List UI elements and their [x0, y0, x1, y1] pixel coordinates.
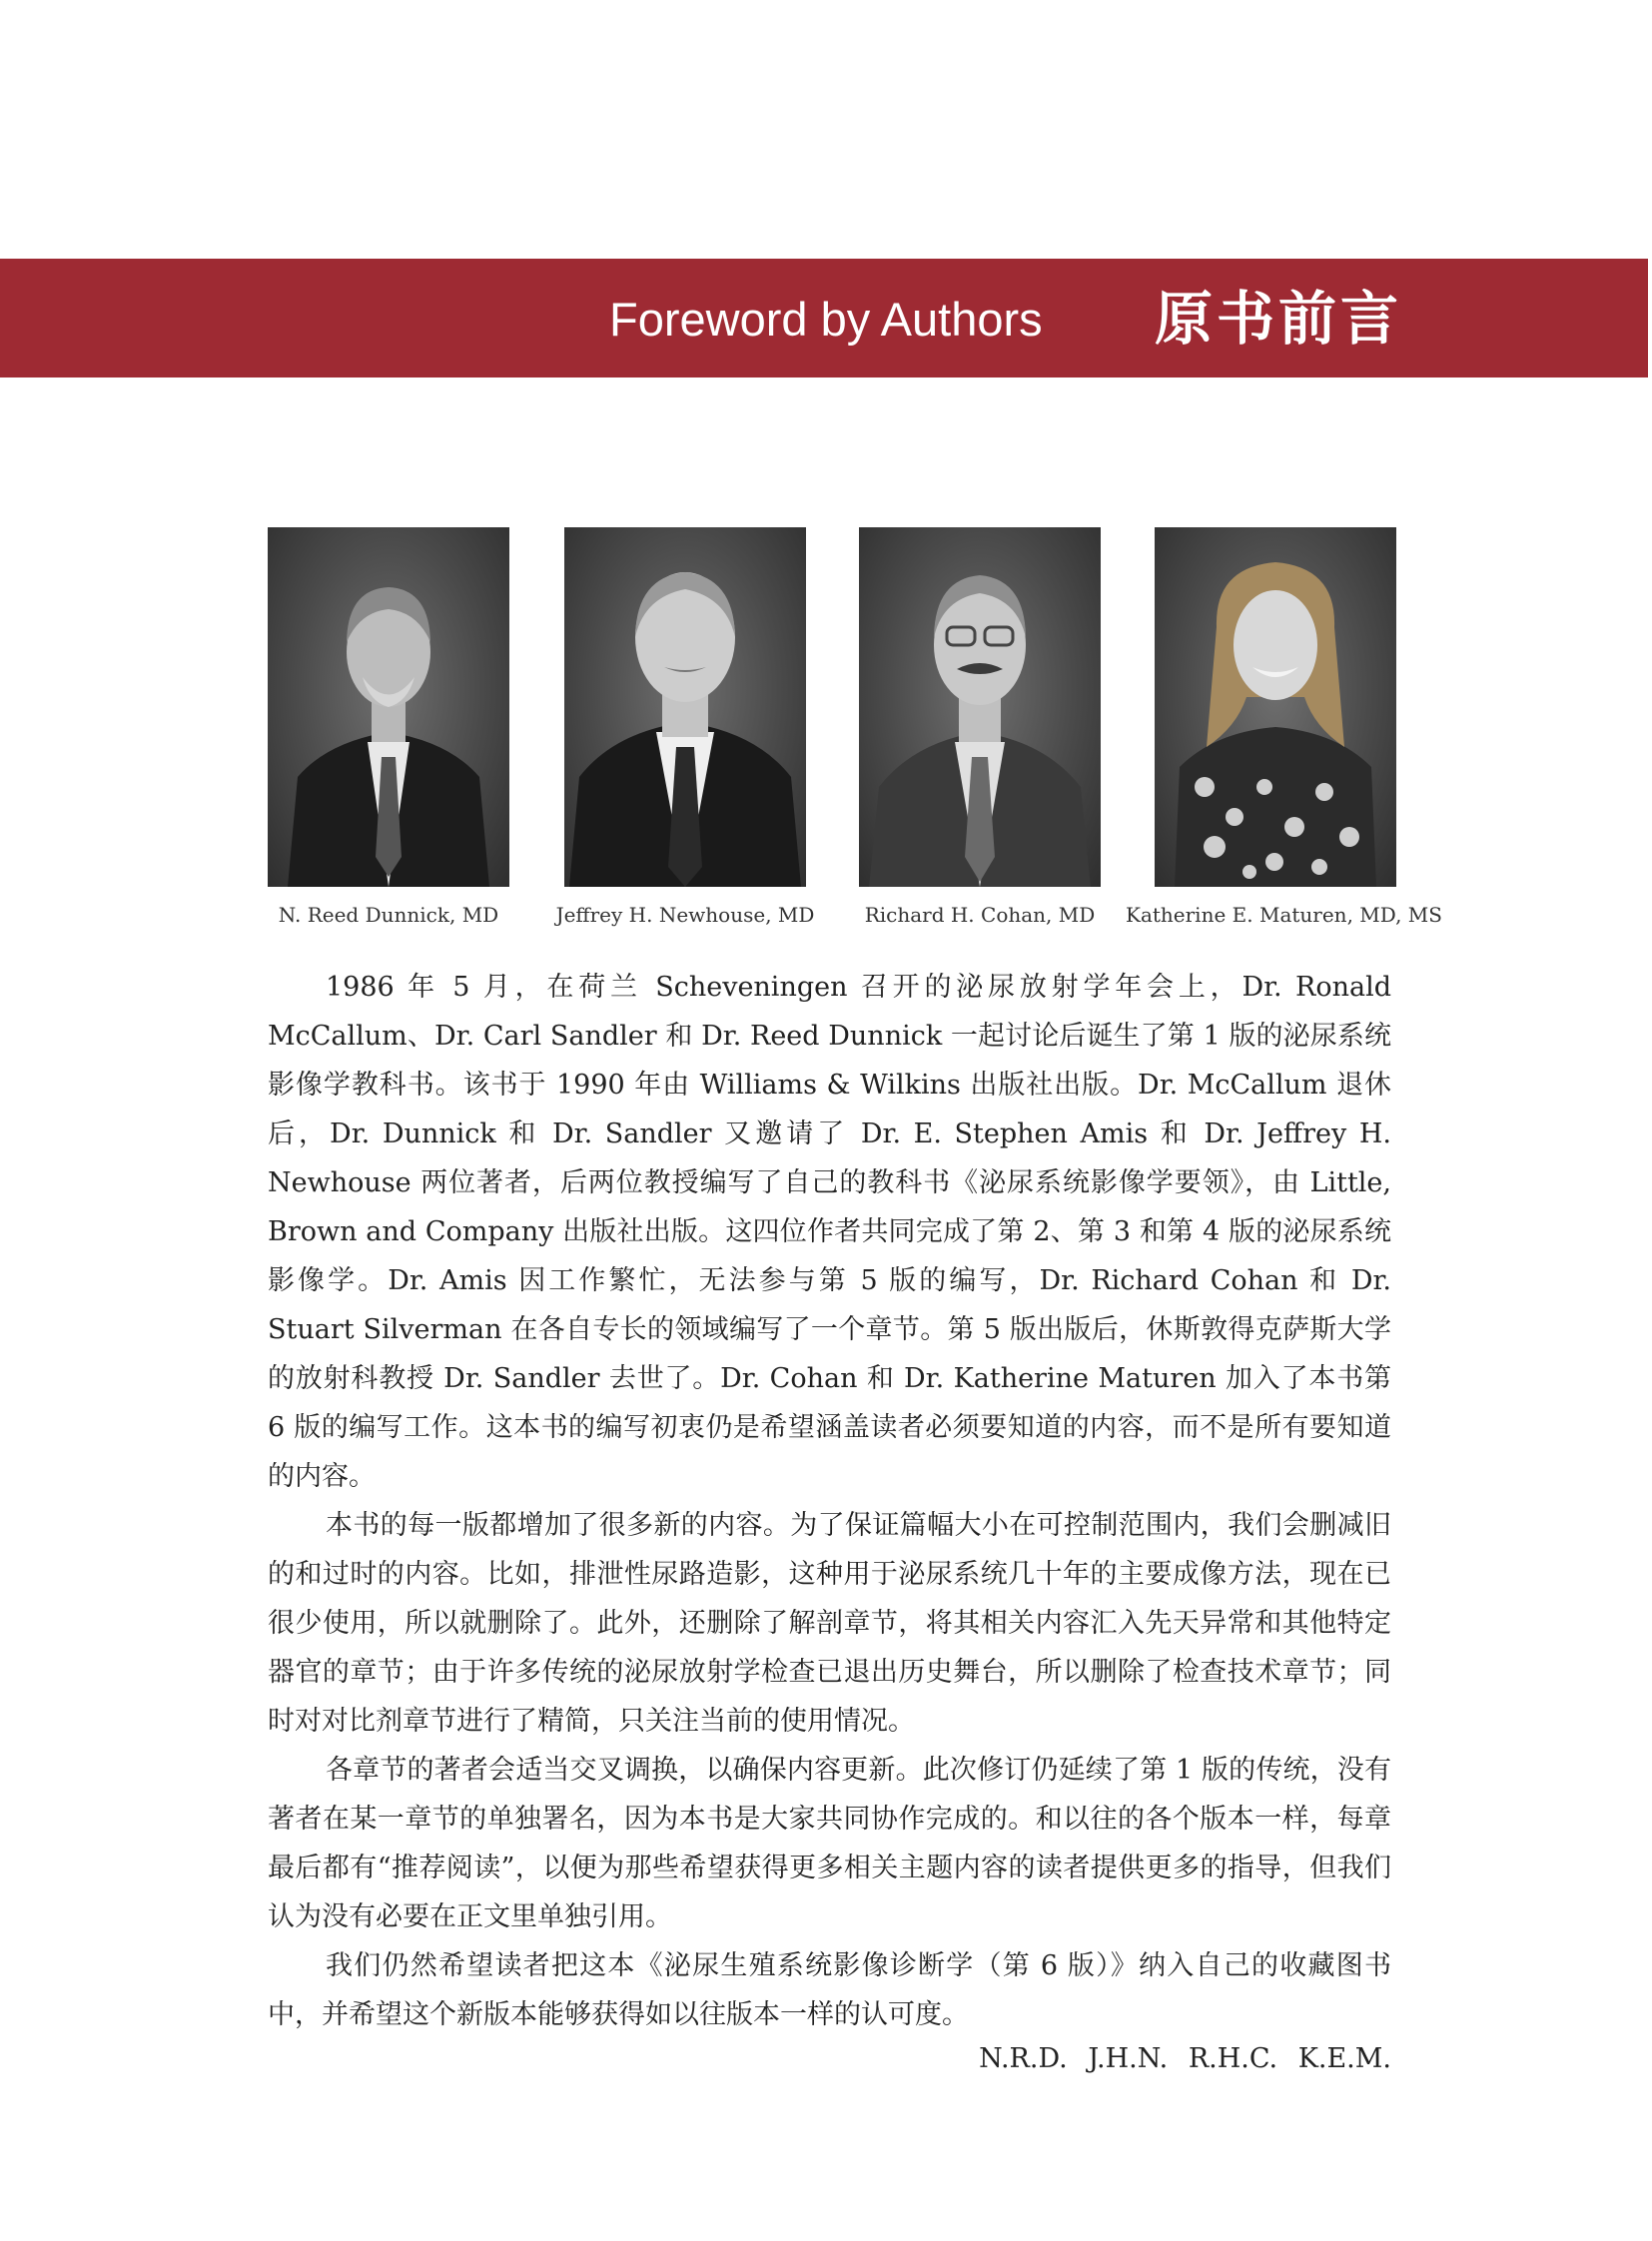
author-photo-newhouse: [564, 527, 806, 887]
author-caption-1: N. Reed Dunnick, MD: [278, 903, 499, 927]
author-caption-3: Richard H. Cohan, MD: [864, 903, 1096, 927]
foreword-body: [268, 963, 1391, 2039]
author-caption-4: Katherine E. Maturen, MD, MS: [1126, 903, 1442, 927]
author-photo-maturen: [1155, 527, 1396, 887]
author-caption-2: Jeffrey H. Newhouse, MD: [555, 903, 815, 927]
paragraph: 我们仍然希望读者把这本《泌尿生殖系统影像诊断学（第 6 版）》纳入自己的收藏图书中，并希望这个新版本能够获得如以往版本一样的认可度。: [268, 1950, 1391, 2030]
title-chinese: 原书前言: [1155, 285, 1403, 353]
author-photo-dunnick: [268, 527, 509, 887]
author-initials: N.R.D. J.H.N. R.H.C. K.E.M.: [979, 2043, 1391, 2074]
title-english: Foreword by Authors: [609, 293, 1043, 346]
paragraph: 1986 年 5 月，在荷兰 Scheveningen 召开的泌尿放射学年会上，Dr. Ronald McCallum、Dr. Carl Sandler 和 Dr. Reed Dunnick 一起讨论后诞生了第 1 版的泌尿系统影像学教科书。该书于 1990 年由 Williams & Wilkins 出版社出版。Dr. McCallum 退休后，Dr. Dunnick 和 Dr. Sandler 又邀请了 Dr. E. Stephen Amis 和 Dr. Jeffrey H. Newhouse 两位著者，后两位教授编写了自己的教科书《泌尿系统影像学要领》，由 Little, Brown and Company 出版社出版。这四位作者共同完成了第 2、第 3 和第 4 版的泌尿系统影像学。Dr. Amis 因工作繁忙，无法参与第 5 版的编写，Dr. Richard Cohan 和 Dr. Stuart Silverman 在各自专长的领域编写了一个章节。第 5 版出版后，休斯敦得克萨斯大学的放射科教授 Dr. Sandler 去世了。Dr. Cohan 和 Dr. Katherine Maturen 加入了本书第 6 版的编写工作。这本书的编写初衷仍是希望涵盖读者必须要知道的内容，而不是所有要知道的内容。: [268, 972, 1391, 1492]
paragraph: 本书的每一版都增加了很多新的内容。为了保证篇幅大小在可控制范围内，我们会删减旧的和过时的内容。比如，排泄性尿路造影，这种用于泌尿系统几十年的主要成像方法，现在已很少使用，所以就删除了。此外，还删除了解剖章节，将其相关内容汇入先天异常和其他特定器官的章节；由于许多传统的泌尿放射学检查已退出历史舞台，所以删除了检查技术章节；同时对对比剂章节进行了精简，只关注当前的使用情况。: [268, 1510, 1391, 1737]
paragraph: 各章节的著者会适当交叉调换，以确保内容更新。此次修订仍延续了第 1 版的传统，没有著者在某一章节的单独署名，因为本书是大家共同协作完成的。和以往的各个版本一样，每章最后都有“推荐阅读”，以便为那些希望获得更多相关主题内容的读者提供更多的指导，但我们认为没有必要在正文里单独引用。: [268, 1755, 1391, 1932]
author-photo-cohan: [859, 527, 1101, 887]
